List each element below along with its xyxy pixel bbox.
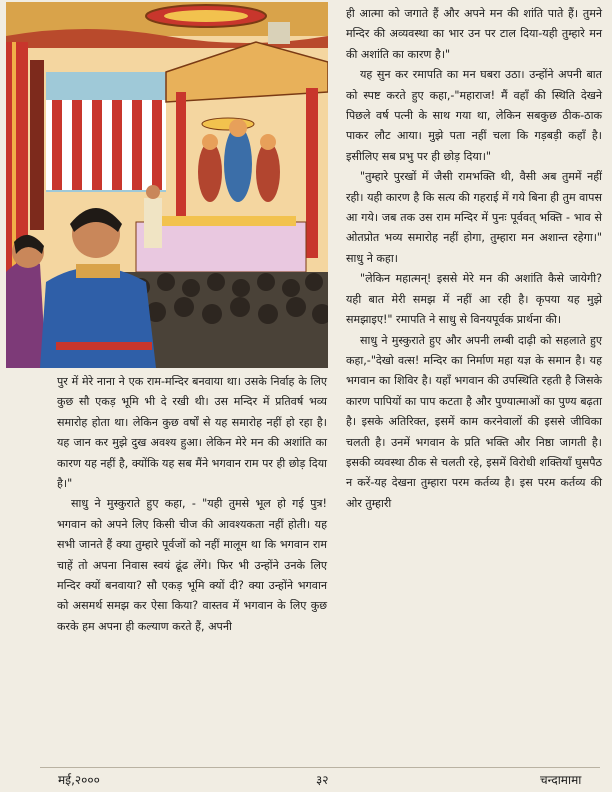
paragraph: पुर में मेरे नाना ने एक राम-मन्दिर बनवाया था। उसके निर्वाह के लिए कुछ सौ एकड़ भूमि भी दे रखी थी। उस मन्दिर में प्रतिवर्ष भव्य समारोह होता था। लेकिन कुछ वर्षों से यह समारोह नहीं हो रहा है। यह जान कर मुझे दुख अवश्य हुआ। लेकिन मेरे मन की अशांति का कारण यह नहीं है, क्योंकि यह सब मैंने भगवान राम पर ही छोड़ दिया है।" [57,375,327,491]
temple-scene-svg [6,2,328,368]
paragraph: साधु ने मुस्कुराते हुए कहा, - "यही तुमसे भूल हो गई पुत्र! भगवान को अपने लिए किसी चीज की आवश्यकता नहीं होती। यह सभी जानते हैं क्या तुम्हारे पूर्वजों को नहीं मालूम था कि भगवान राम चाहें तो अपना निवास स्वयं ढूंढ लेंगे। फिर भी उन्होंने उनके लिए मन्दिर क्यों बनवाया? सौ एकड़ भूमि क्यों दी? क्या उन्होंने भगवान को असमर्थ समझ कर ऐसा किया? वास्तव में भगवान के लिए कुछ करके हम अपना ही कल्याण करते हैं, अपनी [57,497,327,633]
striped-canopy [46,100,166,190]
page-footer [0,770,612,792]
magazine-name: चन्दामामा [540,773,582,787]
priest-head [146,185,160,199]
ceiling-medallion-inner [164,10,248,22]
paragraph: ही आत्मा को जगाते हैं और अपने मन की शांति पाते हैं। तुमने मन्दिर की अव्यवस्था का भार उन पर टाल दिया-यही तुम्हारे मन की अशांति का कारण है।" [346,7,602,61]
paragraph: यह सुन कर रमापति का मन घबरा उठा। उन्होंने अपनी बात को स्पष्ट करते हुए कहा,-"महाराज! मैं वहाँ की स्थिति देखने पिछले वर्ष पत्नी के साथ गया था, लेकिन सबकुछ ठीक-ठाक पाकर लौट आया। मुझे पता नहीं चला कि गड़बड़ी कहाँ है।इसीलिए सब प्रभु पर ही छोड़ दिया।" [346,68,602,163]
footer-rule [40,767,600,768]
paragraph: साधु ने मुस्कुराते हुए और अपनी लम्बी दाढ़ी को सहलाते हुए कहा,-"देखो वत्स! मन्दिर का निर्माण महा यज्ञ के समान है। यह भगवान का शिविर है। यहाँ भगवान की उपस्थिति रहती है जिसके कारण पापियों का पाप कटता है और पुण्यात्माओं का पुण्य बढ़ता है। इसके अतिरिक्त, इसमें काम करनेवालों की इससे जीविका चलती है। उनमें भगवान के प्रति भक्ति और निष्ठा जागती है। इसकी व्यवस्था ठीक से चलती रहे, इसमें विरोधी शक्तियाँ घुसपैठ न करें-यह देखना तुम्हारा परम कर्तव्य है। इस परम कर्तव्य की ओर तुम्हारी [346,333,602,510]
left-pillar-stripe [12,42,16,272]
priest-figure [144,198,162,248]
shrine-pillar-right [306,88,318,258]
page-number: ३२ [316,773,329,787]
right-text-column [346,4,602,514]
left-pillar-inner [30,60,44,230]
altar-offerings [146,216,296,226]
left-text-column [57,372,327,637]
shrine-finial [268,22,290,44]
temple-scene-illustration [6,2,328,368]
issue-date: मई,२००० [58,773,100,787]
paragraph: "लेकिन महात्मन्! इससे मेरे मन की अशांति कैसे जायेगी? यही बात मेरी समझ में नहीं आ रही है। कृपया यह मुझे समझाइए!" रमापति ने साधु से विनयपूर्वक प्रार्थना की। [346,272,602,327]
paragraph: "तुम्हारे पुरखों में जैसी रामभक्ति थी, वैसी अब तुममें नहीं रही। यही कारण है कि सत्य की गहराई में गये बिना ही तुम वापस आ गये। जब तक उस राम मन्दिर में पुनः पूर्ववत् भक्ति - भाव से ओतप्रोत भव्य समारोह नहीं होगा, तुम्हारा मन अशान्त रहेगा।" साधु ने कहा। [346,170,602,265]
